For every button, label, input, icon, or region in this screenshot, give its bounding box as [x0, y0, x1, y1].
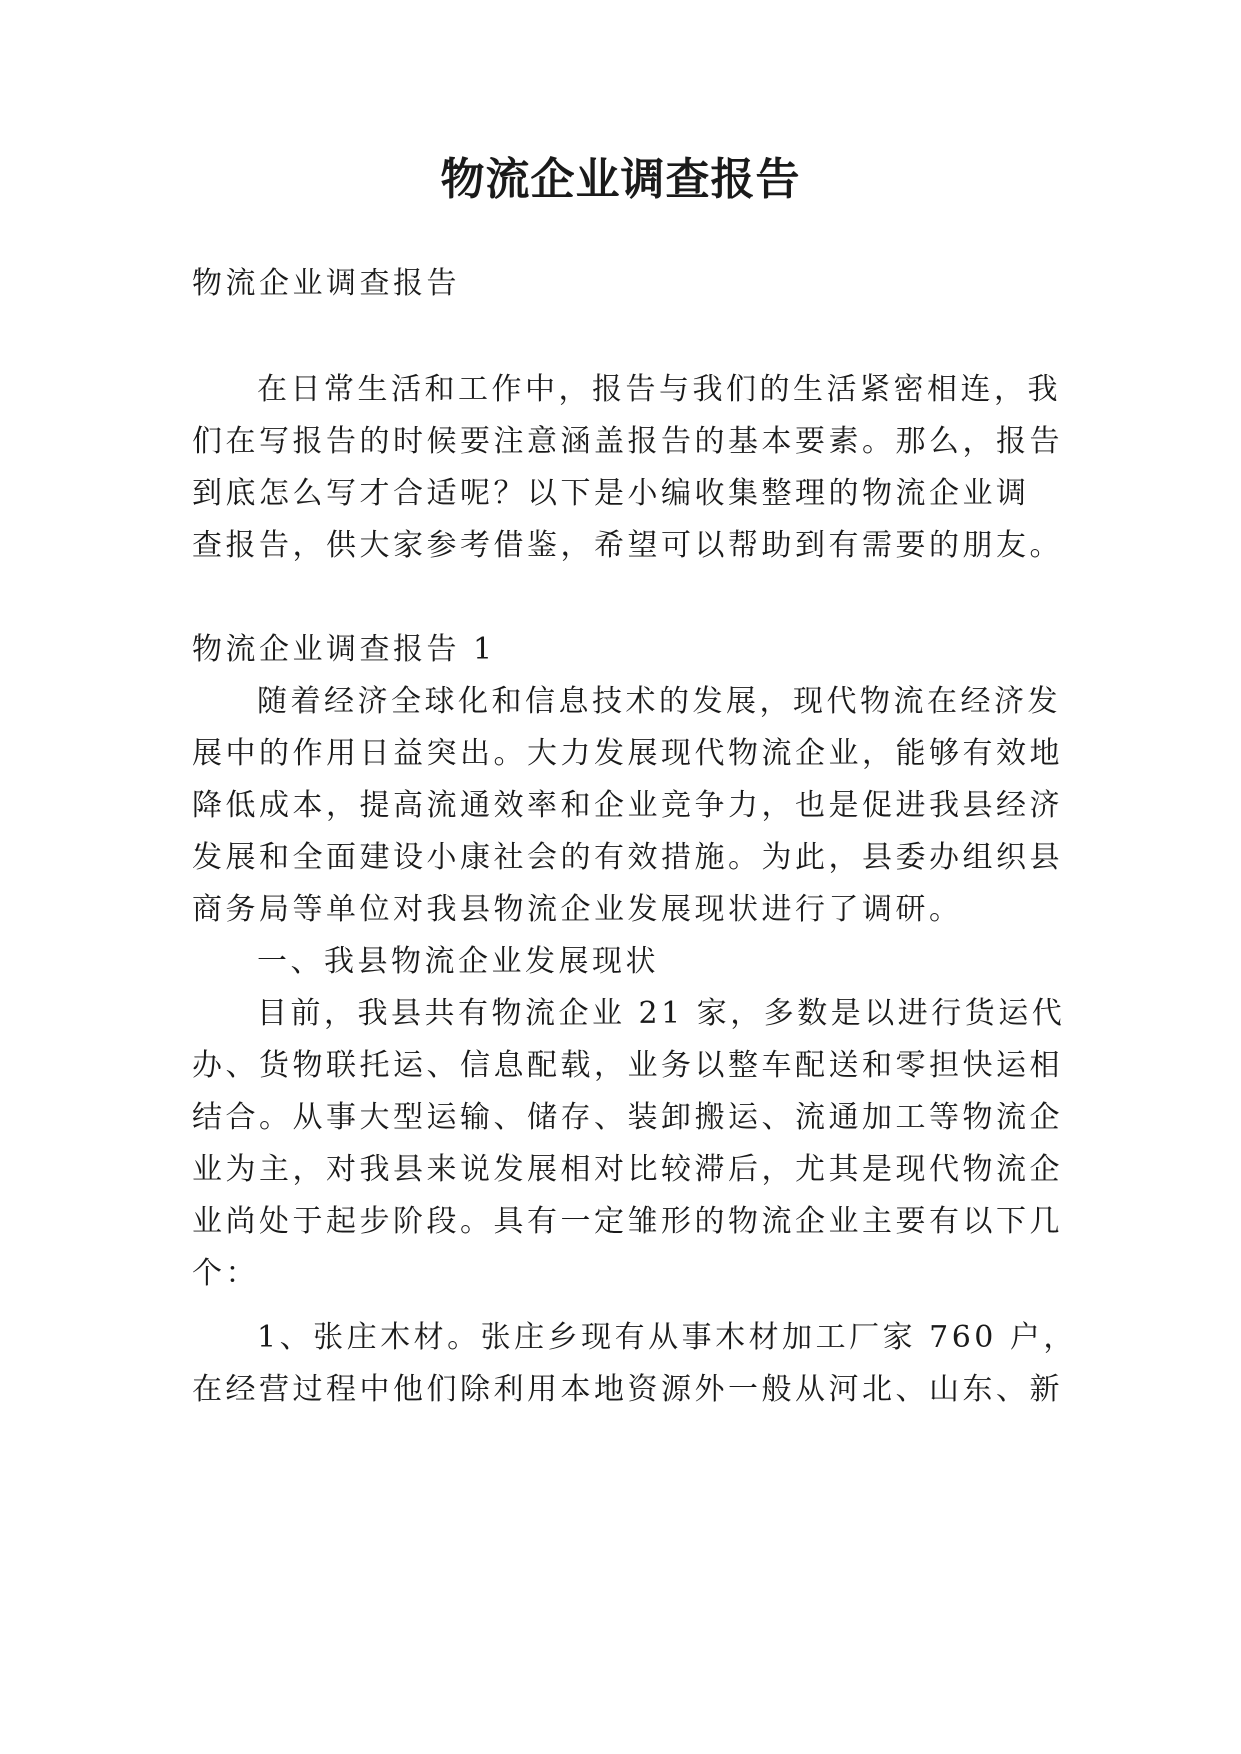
section-heading: 物流企业调查报告 1 [192, 632, 496, 667]
intro-line: 们在写报告的时候要注意涵盖报告的基本要素。那么，报告 [192, 424, 1063, 459]
paragraph-line: 商务局等单位对我县物流企业发展现状进行了调研。 [192, 892, 963, 927]
paragraph-line: 结合。从事大型运输、储存、装卸搬运、流通加工等物流企 [192, 1100, 1063, 1135]
paragraph-line: 业为主，对我县来说发展相对比较滞后，尤其是现代物流企 [192, 1152, 1063, 1187]
paragraph-line: 业尚处于起步阶段。具有一定雏形的物流企业主要有以下几 [192, 1204, 1063, 1239]
paragraph-line: 个： [192, 1256, 259, 1291]
paragraph-line: 降低成本，提高流通效率和企业竞争力，也是促进我县经济 [192, 788, 1063, 823]
intro-line: 在日常生活和工作中，报告与我们的生活紧密相连，我 [257, 372, 1061, 407]
paragraph-line: 1、张庄木材。张庄乡现有从事木材加工厂家 760 户， [257, 1320, 1077, 1355]
paragraph-line: 目前，我县共有物流企业 21 家，多数是以进行货运代 [257, 996, 1066, 1031]
paragraph-line: 随着经济全球化和信息技术的发展，现代物流在经济发 [257, 684, 1061, 719]
paragraph-line: 发展和全面建设小康社会的有效措施。为此，县委办组织县 [192, 840, 1063, 875]
document-subtitle: 物流企业调查报告 [192, 266, 460, 301]
intro-line: 到底怎么写才合适呢？以下是小编收集整理的物流企业调 [192, 476, 1030, 511]
paragraph-line: 办、货物联托运、信息配载，业务以整车配送和零担快运相 [192, 1048, 1063, 1083]
intro-line: 查报告，供大家参考借鉴，希望可以帮助到有需要的朋友。 [192, 528, 1063, 563]
document-title: 物流企业调查报告 [440, 154, 801, 205]
paragraph-line: 展中的作用日益突出。大力发展现代物流企业，能够有效地 [192, 736, 1063, 771]
section-subheading: 一、我县物流企业发展现状 [257, 944, 659, 979]
paragraph-line: 在经营过程中他们除利用本地资源外一般从河北、山东、新 [192, 1372, 1063, 1407]
